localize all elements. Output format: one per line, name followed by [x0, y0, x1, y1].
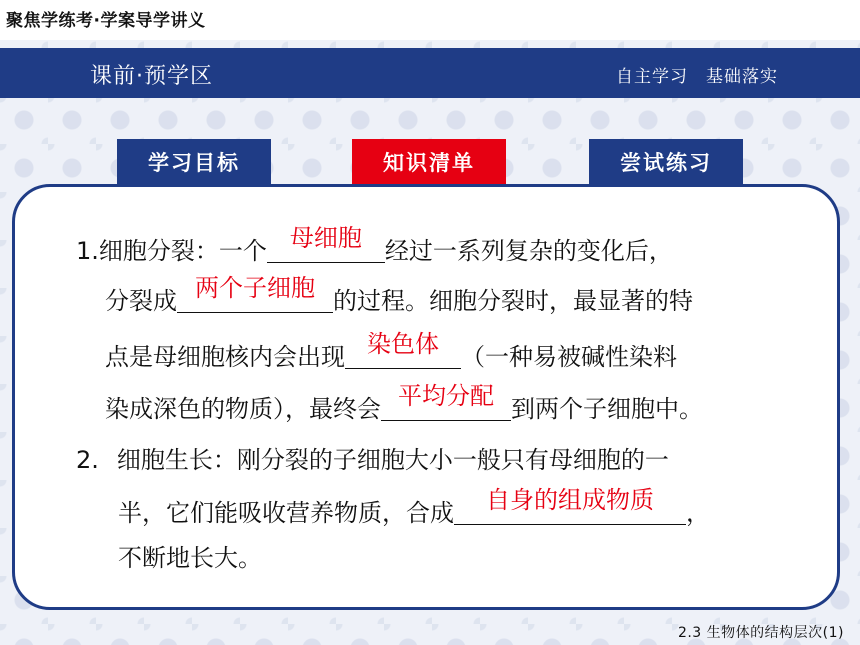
line-text: （一种易被碱性染料 [461, 343, 677, 371]
line-text: 点是母细胞核内会出现 [105, 343, 345, 371]
top-bar [0, 0, 860, 40]
answer-blank [381, 382, 511, 421]
content-line-2 [105, 274, 693, 315]
answer-blank [267, 224, 385, 263]
tab-practice[interactable]: 尝试练习 [589, 139, 743, 184]
content-line-7 [118, 546, 262, 570]
section-subtitle: 自主学习 基础落实 [616, 67, 778, 87]
line-text: 到两个子细胞中。 [511, 395, 703, 423]
line-text: 经过一系列复杂的变化后， [384, 237, 673, 265]
tab-knowledge-list[interactable]: 知识清单 [352, 139, 506, 184]
content-line-6 [118, 486, 710, 527]
answer-blank [177, 274, 333, 313]
line-text: ， [686, 499, 710, 527]
content-line-1 [76, 224, 673, 265]
line-text: 的过程。细胞分裂时，最显著的特 [333, 287, 693, 315]
brand-title: 聚焦学练考·学案导学讲义 [6, 11, 206, 31]
content-line-5 [76, 448, 669, 472]
line-text: 半，它们能吸收营养物质，合成 [118, 499, 454, 527]
content-line-3 [105, 330, 677, 371]
line-text: 染成深色的物质），最终会 [105, 395, 381, 423]
answer-blank [345, 330, 461, 369]
content-line-4 [105, 382, 703, 423]
tab-learning-goals[interactable]: 学习目标 [117, 139, 271, 184]
answer-text: 两个子细胞 [195, 274, 315, 302]
section-banner [0, 48, 860, 98]
section-title: 课前·预学区 [90, 64, 213, 89]
answer-blank [454, 486, 686, 525]
answer-text: 自身的组成物质 [486, 486, 654, 514]
line-text: 不断地长大。 [118, 544, 262, 572]
item-number: 1. [76, 237, 99, 265]
line-text: 细胞生长：刚分裂的子细胞大小一般只有母细胞的一 [116, 446, 669, 474]
answer-text: 染色体 [367, 330, 439, 358]
answer-text: 平均分配 [398, 382, 494, 410]
answer-text: 母细胞 [289, 224, 362, 252]
item-number: 2. [76, 446, 99, 474]
line-text: 细胞分裂：一个 [98, 237, 267, 265]
footer-lesson-title: 2.3 生物体的结构层次(1) [677, 625, 844, 641]
line-text: 分裂成 [105, 287, 177, 315]
